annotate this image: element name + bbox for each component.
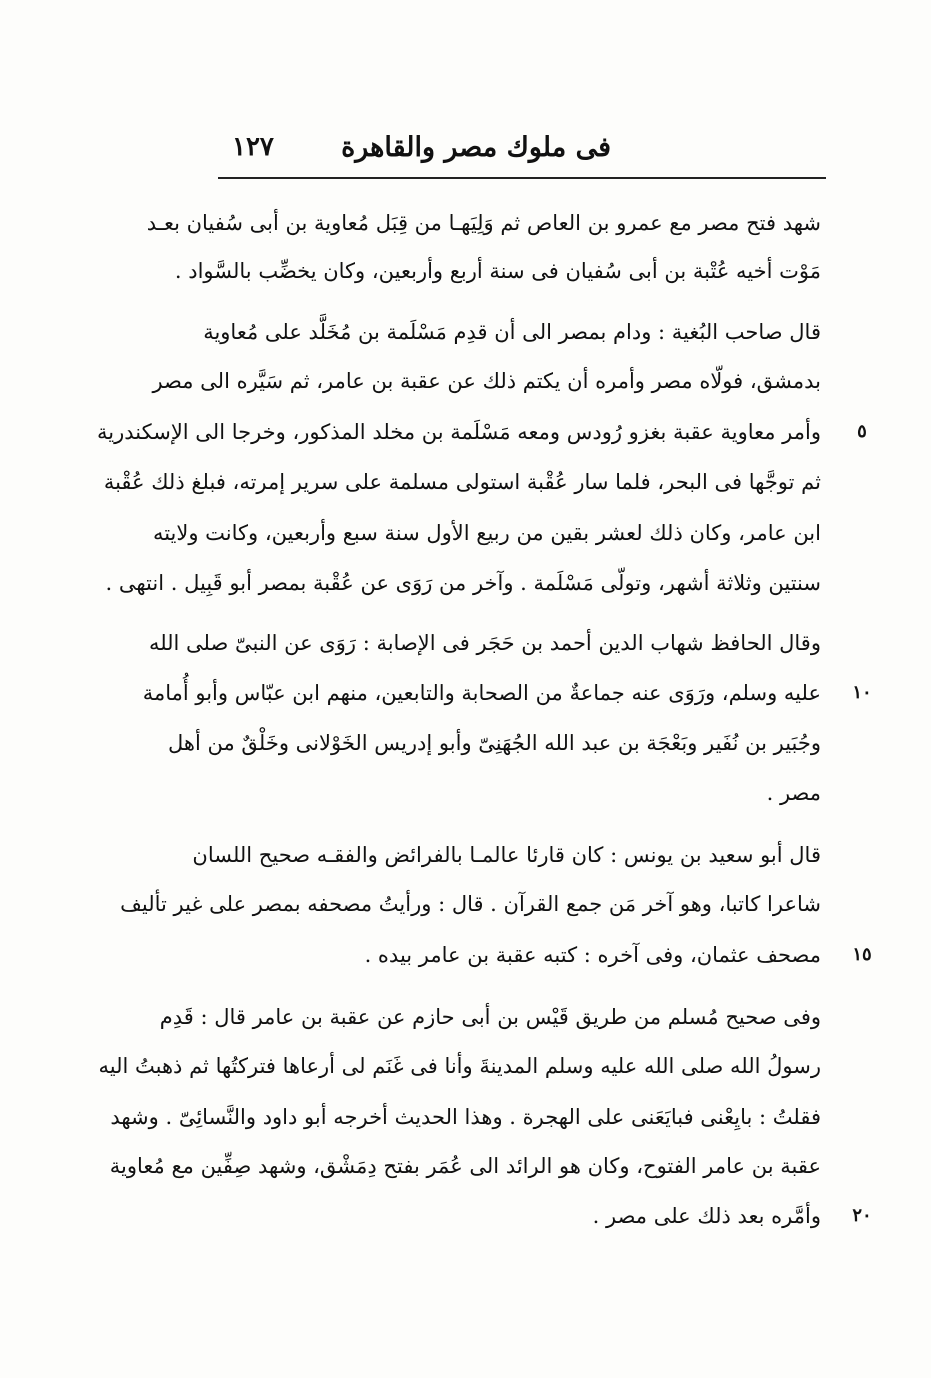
text-line: وجُبَير بن نُفَير وبَعْجَة بن عبد الله الجُهَنِىّ وأبو إدريس الخَوْلانى وخَلْقٌ من أهل: [168, 731, 821, 755]
running-header: [218, 126, 826, 176]
text-line: فقلتُ : بايِعْنى فبايَعَنى على الهجرة . وهذا الحديث أخرجه أبو داود والنَّسائِىّ . وشهد: [110, 1105, 821, 1129]
line-number: ١٠: [852, 682, 872, 703]
text-line: وقال الحافظ شهاب الدين أحمد بن حَجَر فى الإصابة : رَوَى عن النبىّ صلى الله: [148, 631, 821, 655]
text-line: شهد فتح مصر مع عمرو بن العاص ثم وَلِيَهـا من قِبَل مُعاوية بن أبى سُفيان بعـد: [146, 211, 821, 235]
text-line: قال صاحب البُغية : ودام بمصر الى أن قدِم مَسْلَمة بن مُخَلَّد على مُعاوية: [203, 320, 821, 344]
text-line: ابن عامر، وكان ذلك لعشر بقين من ربيع الأول سنة سبع وأربعين، وكانت ولايته: [152, 521, 821, 545]
text-line: قال أبو سعيد بن يونس : كان قارئا عالمـا بالفرائض والفقـه صحيح اللسان: [192, 843, 821, 867]
text-line: مصحف عثمان، وفى آخره : كتبه عقبة بن عامر بيده .: [364, 943, 821, 967]
running-title: فى ملوك مصر والقاهرة: [341, 132, 611, 163]
text-line: وأمر معاوية عقبة بغزو رُودس ومعه مَسْلَمة بن مخلد المذكور، وخرجا الى الإسكندرية: [97, 420, 821, 444]
text-line: مصر .: [766, 781, 821, 805]
page-number: ١٢٧: [232, 132, 274, 162]
line-number: ١٥: [852, 944, 872, 965]
text-line: ثم توجَّها فى البحر، فلما سار عُقْبة استولى مسلمة على سرير إمرته، فبلغ ذلك عُقْبة: [103, 470, 821, 494]
line-number: ٥: [857, 421, 867, 442]
text-line: مَوْت أخيه عُتْبة بن أبى سُفيان فى سنة أربع وأربعين، وكان يخضِّب بالسَّواد .: [174, 259, 821, 283]
header-rule: [218, 177, 826, 179]
line-number: ٢٠: [852, 1205, 872, 1226]
text-line: عليه وسلم، ورَوَى عنه جماعةٌ من الصحابة والتابعين، منهم ابن عبّاس وأبو أُمامة: [142, 681, 821, 705]
text-line: عقبة بن عامر الفتوح، وكان هو الرائد الى عُمَر بفتح دِمَشْق، وشهد صِفِّين مع مُعاوية: [109, 1154, 821, 1178]
text-line: بدمشق، فولّاه مصر وأمره أن يكتم ذلك عن عقبة بن عامر، ثم سَيَّره الى مصر: [152, 369, 821, 393]
text-line: وفى صحيح مُسلم من طريق قَيْس بن أبى حازم عن عقبة بن عامر قال : قَدِم: [159, 1005, 821, 1029]
text-line: وأمَّره بعد ذلك على مصر .: [592, 1204, 821, 1228]
text-line: سنتين وثلاثة أشهر، وتولّى مَسْلَمة . وآخر من رَوَى عن عُقْبة بمصر أبو قَبِيل . انتهى .: [105, 571, 821, 595]
text-line: رسولُ الله صلى الله عليه وسلم المدينةَ وأنا فى غَنَم لى أرعاها فتركتُها ثم ذهبتُ اليه: [98, 1054, 821, 1078]
text-line: شاعرا كاتبا، وهو آخر مَن جمع القرآن . قال : ورأيتُ مصحفه بمصر على غير تأليف: [120, 892, 821, 916]
